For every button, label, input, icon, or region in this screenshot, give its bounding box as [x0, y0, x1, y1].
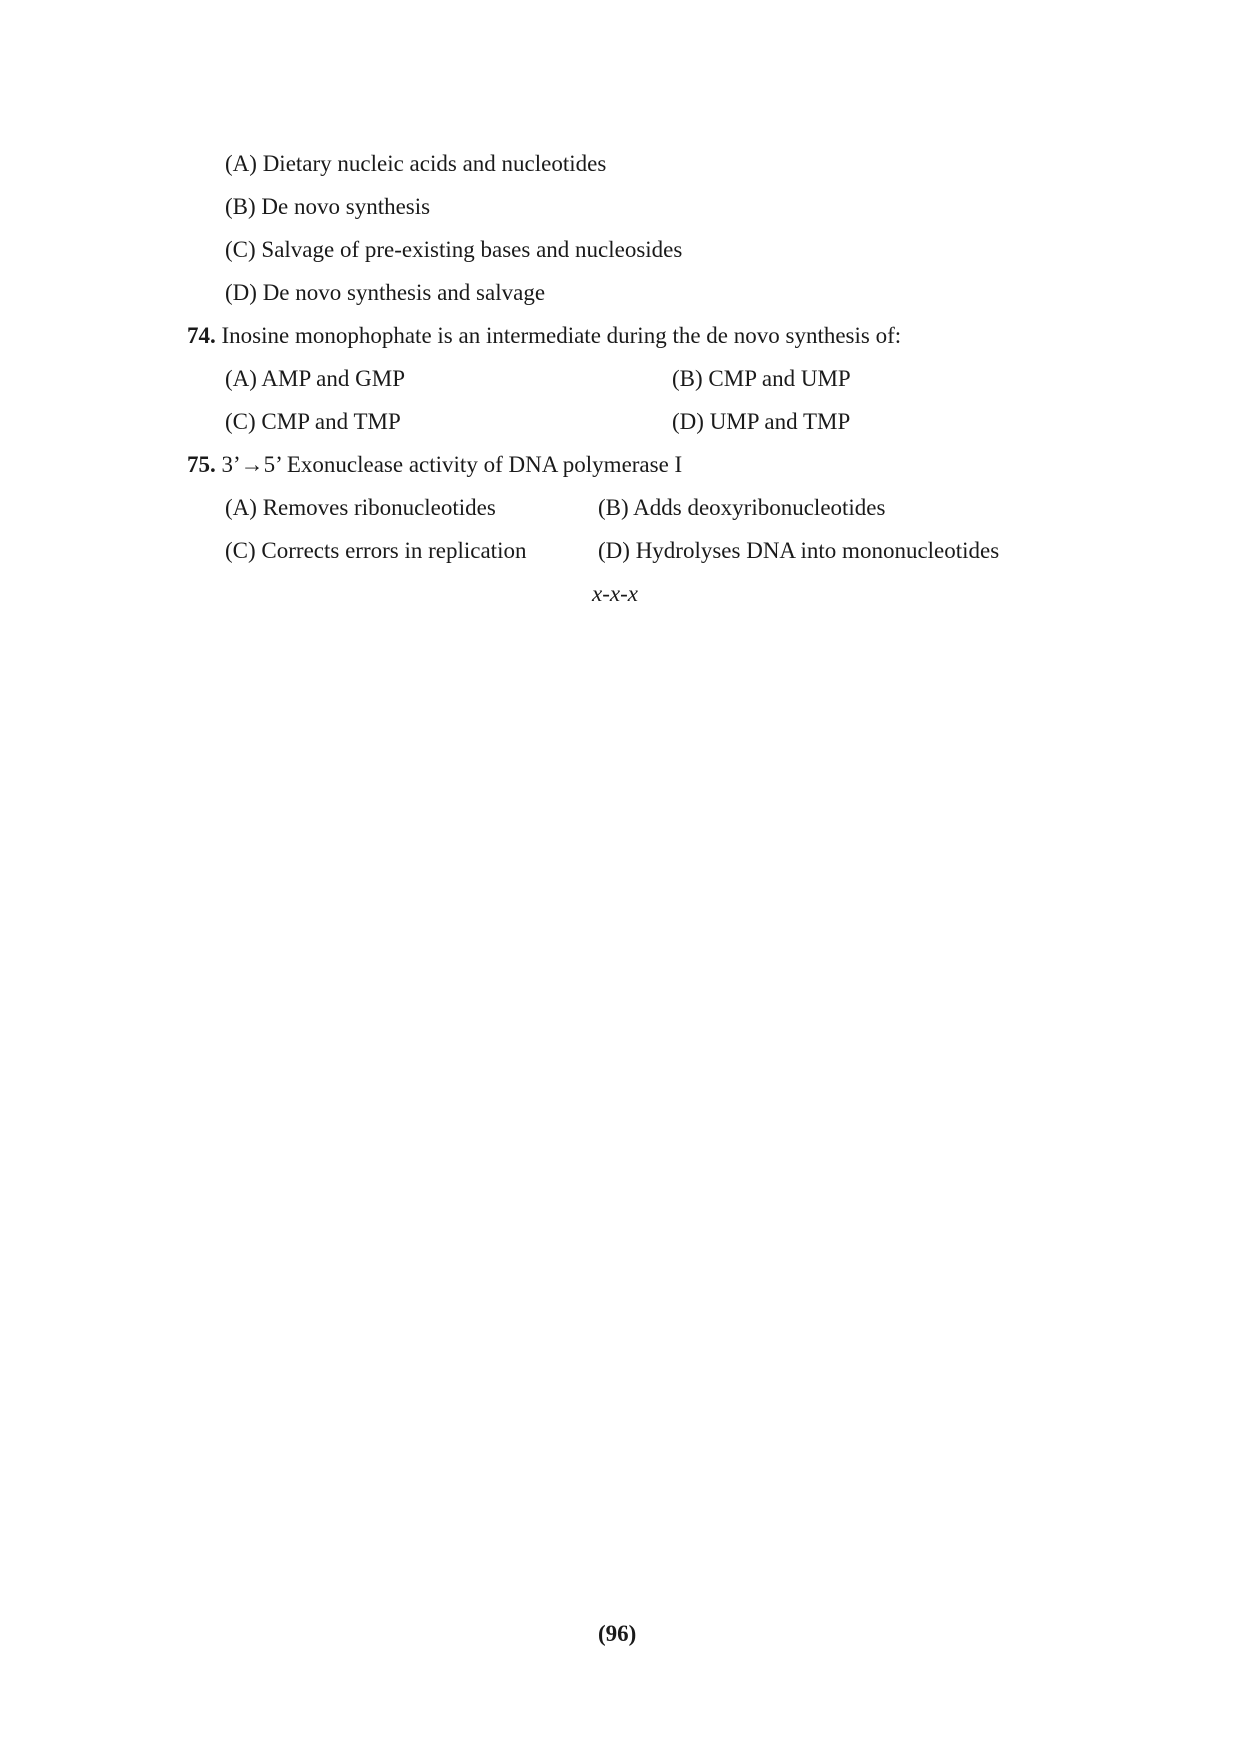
option-text: De novo synthesis and salvage	[262, 280, 546, 305]
prev-option-d	[225, 279, 545, 307]
q75-option-d	[598, 537, 999, 565]
option-text: CMP and TMP	[261, 409, 401, 434]
q74-option-a	[225, 365, 405, 393]
page-number: (96)	[598, 1621, 637, 1646]
option-label: (B)	[672, 366, 703, 391]
question-number: 74.	[187, 323, 216, 348]
option-label: (C)	[225, 538, 256, 563]
option-text: UMP and TMP	[709, 409, 851, 434]
q74-option-d	[672, 408, 850, 436]
option-text: Adds deoxyribonucleotides	[633, 495, 886, 520]
option-label: (A)	[225, 151, 257, 176]
q74-option-b	[672, 365, 851, 393]
option-text: Removes ribonucleotides	[262, 495, 496, 520]
option-label: (D)	[672, 409, 704, 434]
q75-option-c	[225, 537, 526, 565]
prev-option-a	[225, 150, 606, 178]
end-marker: x-x-x	[592, 581, 638, 606]
option-text: CMP and UMP	[708, 366, 851, 391]
question-text: Inosine monophophate is an intermediate during the de novo synthesis of:	[221, 323, 902, 348]
prev-option-c	[225, 236, 682, 264]
q75-option-b	[598, 494, 885, 522]
option-text: AMP and GMP	[261, 366, 405, 391]
option-label: (C)	[225, 409, 256, 434]
option-label: (B)	[225, 194, 256, 219]
option-label: (A)	[225, 366, 257, 391]
option-text: Hydrolyses DNA into mononucleotides	[635, 538, 1000, 563]
option-label: (A)	[225, 495, 257, 520]
option-label: (B)	[598, 495, 629, 520]
option-text: De novo synthesis	[261, 194, 431, 219]
option-text: Salvage of pre-existing bases and nucleosides	[261, 237, 683, 262]
option-label: (C)	[225, 237, 256, 262]
prev-option-b	[225, 193, 430, 221]
question-74	[187, 322, 901, 350]
option-text: Corrects errors in replication	[261, 538, 527, 563]
option-label: (D)	[598, 538, 630, 563]
option-text: Dietary nucleic acids and nucleotides	[262, 151, 607, 176]
question-text: 3’→5’ Exonuclease activity of DNA polymerase I	[221, 452, 683, 477]
q75-option-a	[225, 494, 496, 522]
option-label: (D)	[225, 280, 257, 305]
question-number: 75.	[187, 452, 216, 477]
q74-option-c	[225, 408, 401, 436]
question-75	[187, 451, 682, 479]
